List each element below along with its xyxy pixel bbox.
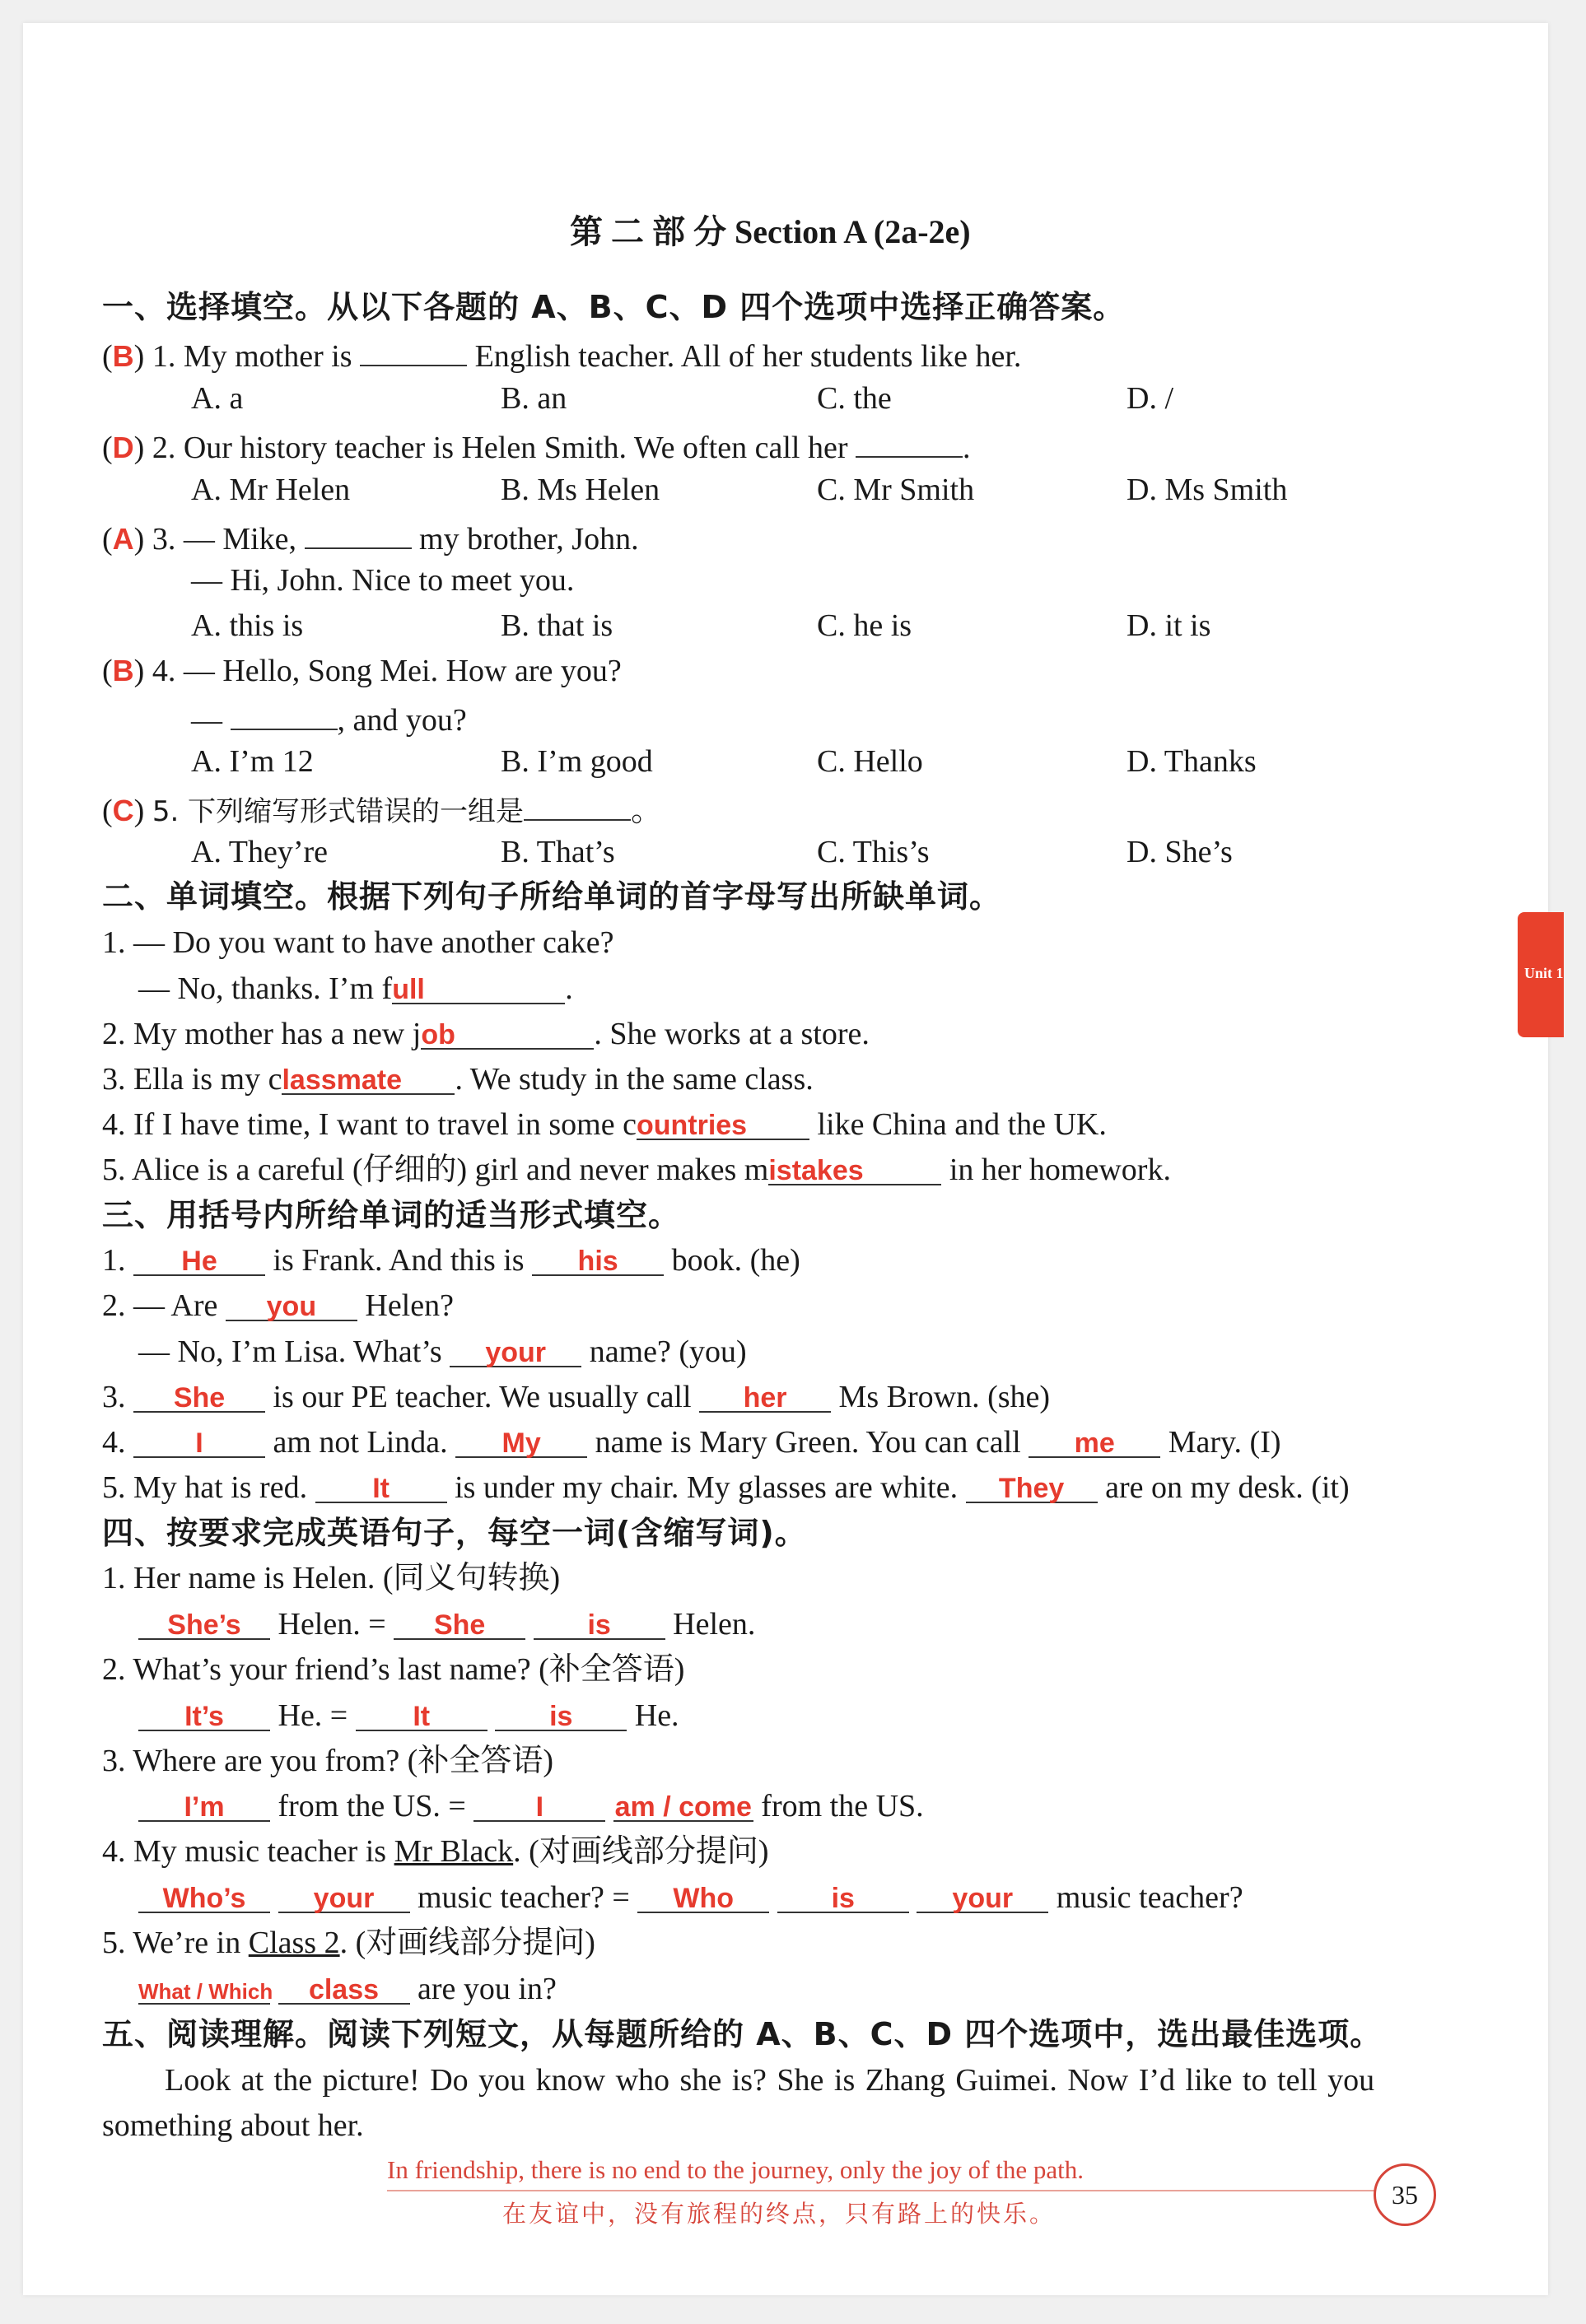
s2-q1-line2 [138,973,573,1004]
s4-q4-line [138,1882,1243,1913]
s1-q3-blank[interactable] [305,519,412,549]
s4-q4-blank1[interactable] [138,1884,270,1913]
s2-q2-post: . She works at a store. [594,1017,870,1051]
s3-q3-blank2[interactable] [699,1383,831,1413]
s3-q2-blank1[interactable] [226,1292,357,1321]
s1-q1-opt-a: A. a [191,381,244,416]
s3-q5-mid: is under my chair. My glasses are white. [455,1470,959,1505]
s4-q4-answer1: Who’s [162,1883,246,1914]
s4-q4-prompt [102,1836,768,1867]
s1-q2-opt-a: A. Mr Helen [191,473,351,507]
s2-q5-post: in her homework. [949,1153,1171,1187]
s4-q1-post: Helen. [673,1607,756,1642]
s2-q4-pre: 4. If I have time, I want to travel in some c [102,1107,637,1142]
s1-q5-opt-b: B. That’s [501,835,615,869]
s1-q2-line: (D) 2. Our history teacher is Helen Smith. We often call her . [102,428,970,463]
s2-q2-blank[interactable] [421,1020,594,1050]
s4-q5-post: are you in? [417,1972,557,2006]
s1-q2-opt-c: C. Mr Smith [817,473,975,507]
s4-q4-answer3: Who [673,1883,735,1914]
s3-q4-line [102,1427,1281,1458]
s3-q2-line1 [102,1290,454,1321]
s3-q1-post: book. (he) [671,1243,800,1278]
s3-q5-pre: 5. My hat is red. [102,1470,308,1505]
s1-q4-answer: B [112,654,134,687]
s1-q3-line: (A) 3. — Mike, my brother, John. [102,519,639,555]
s4-q1-answer3: is [587,1609,611,1641]
s1-q1-line: (B) 1. My mother is English teacher. All of her students like her. [102,337,1021,372]
s3-q3-blank1[interactable] [133,1383,265,1413]
s3-q3-answer1: She [173,1382,226,1413]
s1-q2-answer: D [112,431,134,464]
s2-q1-post: . [565,971,573,1006]
s3-q4-post: Mary. (I) [1168,1425,1281,1460]
s4-q5-prompt-pre: 5. We’re in [102,1926,249,1960]
s4-q3-mid: from the US. = [278,1789,466,1823]
s3-q4-mid: am not Linda. [273,1425,448,1460]
s1-q4-opt-a: A. I’m 12 [191,744,314,779]
section5-heading: 五、阅读理解。阅读下列短文，从每题所给的 A、B、C、D 四个选项中，选出最佳选项。 [102,2016,1383,2052]
s5-paragraph-line2: something about her. [102,2108,364,2143]
s3-q4-blank1[interactable] [133,1428,265,1458]
s3-q1-answer1: He [181,1246,217,1277]
s2-q5-line [102,1154,1171,1185]
s2-q4-answer: ountries [636,1110,748,1141]
s1-q1-answer: B [112,339,134,373]
section2-heading: 二、单词填空。根据下列句子所给单词的首字母写出所缺单词。 [102,878,1002,915]
s3-q2-post: Helen? [365,1288,454,1323]
s3-q1-line [102,1245,800,1276]
s3-q2-post2: name? (you) [589,1334,747,1369]
s3-q4-answer1: I [195,1427,203,1459]
s3-q4-blank3[interactable] [1029,1428,1160,1458]
s2-q1-pre: — No, thanks. I’m f [138,971,393,1006]
s4-q4-prompt-pre: 4. My music teacher is [102,1834,394,1869]
s3-q5-line [102,1472,1350,1503]
s1-q1-post: English teacher. All of her students like her. [474,339,1022,374]
s4-q3-answer3: am / come [614,1791,752,1823]
s1-q3-post: my brother, John. [419,522,639,557]
s1-q2-blank[interactable] [856,428,963,458]
s1-q4-opt-b: B. I’m good [501,744,653,779]
s3-q2-answer1: you [266,1291,317,1322]
s2-q5-pre: 5. Alice is a careful (仔细的) girl and never makes m [102,1153,769,1187]
s4-q4-blank2[interactable] [278,1884,410,1913]
s1-q4-line: (B) 4. — Hello, Song Mei. How are you? [102,654,622,688]
s4-q3-post: from the US. [761,1789,924,1823]
s1-q3-opt-c: C. he is [817,608,912,643]
s1-q5-opt-d: D. She’s [1127,835,1233,869]
s4-q4-answer5: your [952,1883,1014,1914]
s1-q3-pre: 3. — Mike, [152,522,297,557]
s1-q1-opt-d: D. / [1127,381,1173,416]
s3-q1-blank1[interactable] [133,1246,265,1276]
s4-q3-answer1: I’m [184,1791,225,1823]
s4-q5-prompt [102,1927,595,1958]
s3-q2-pre2: — No, I’m Lisa. What’s [138,1334,442,1369]
s3-q5-post: are on my desk. (it) [1105,1470,1350,1505]
s1-q3-line2: — Hi, John. Nice to meet you. [191,563,575,598]
s1-q1-opt-b: B. an [501,381,567,416]
s4-q3-blank2[interactable] [473,1792,605,1822]
s3-q4-mid2: name is Mary Green. You can call [595,1425,1021,1460]
s4-q1-answer2: She [433,1609,486,1641]
s4-q3-line [138,1791,924,1822]
s4-q2-line [138,1700,679,1731]
s4-q2-blank3[interactable] [495,1702,627,1731]
s1-q5-blank[interactable] [524,791,631,821]
s4-q5-prompt-underlined: Class 2 [248,1926,340,1960]
s4-q4-mid: music teacher? = [417,1880,630,1915]
s3-q4-answer2: My [501,1427,541,1459]
s4-q1-line [138,1609,755,1640]
s1-q1-pre: 1. My mother is [152,339,352,374]
footer-quote-cn: 在友谊中，没有旅程的终点，只有路上的快乐。 [502,2200,1057,2228]
s1-q5-post: 。 [631,794,663,828]
s4-q4-blank4[interactable] [777,1884,909,1913]
s2-q3-post: . We study in the same class. [455,1062,814,1097]
s4-q3-blank1[interactable] [138,1792,270,1822]
s3-q5-answer2: They [998,1473,1065,1504]
s4-q5-prompt-post: . (对画线部分提问) [339,1926,595,1960]
s3-q4-blank2[interactable] [455,1428,587,1458]
s4-q4-prompt-underlined: Mr Black [394,1834,514,1869]
s3-q2-blank2[interactable] [450,1338,581,1367]
s4-q2-mid: He. = [278,1698,348,1733]
s4-q4-blank3[interactable] [637,1884,769,1913]
s3-q5-blank2[interactable] [966,1474,1098,1503]
s1-q4-pre: — [191,703,222,738]
s1-q5-answer: C [112,794,134,827]
s1-q3-opt-a: A. this is [191,608,304,643]
s4-q5-answer2: class [308,1974,380,2005]
section4-heading: 四、按要求完成英语句子，每空一词(含缩写词)。 [102,1515,807,1551]
s2-q3-pre: 3. Ella is my c [102,1062,282,1097]
s3-q1-answer2: his [577,1246,618,1277]
s1-q4-line1: 4. — Hello, Song Mei. How are you? [152,654,622,688]
s4-q1-answer1: She’s [167,1609,241,1641]
page-number: 35 [1374,2163,1436,2226]
s4-q4-post: music teacher? [1056,1880,1243,1915]
s4-q1-mid: Helen. = [278,1607,386,1642]
s4-q1-blank3[interactable] [534,1610,665,1640]
s1-q1-blank[interactable] [360,337,467,366]
s4-q3-prompt: 3. Where are you from? (补全答语) [102,1744,553,1778]
s2-q1-blank[interactable] [392,975,565,1004]
s2-q2-answer: ob [421,1019,455,1050]
s4-q1-blank1[interactable] [138,1610,270,1640]
s1-q3-opt-d: D. it is [1127,608,1211,643]
s4-q2-answer1: It’s [184,1701,224,1732]
s1-q3-opt-b: B. that is [501,608,613,643]
s4-q3-blank3[interactable] [613,1792,753,1822]
s3-q2-answer2: your [485,1337,547,1368]
s3-q3-answer2: her [743,1382,787,1413]
s2-q3-blank[interactable] [282,1065,455,1095]
s4-q2-prompt: 2. What’s your friend’s last name? (补全答语) [102,1652,685,1687]
section3-heading: 三、用括号内所给单词的适当形式填空。 [102,1197,681,1233]
s3-q1-num: 1. [102,1243,126,1278]
s3-q2-pre: 2. — Are [102,1288,218,1323]
s3-q3-post: Ms Brown. (she) [838,1380,1051,1414]
s4-q4-answer4: is [831,1883,855,1914]
s2-q4-post: like China and the UK. [817,1107,1107,1142]
s4-q2-answer3: is [549,1701,573,1732]
s4-q2-post: He. [634,1698,679,1733]
s1-q5-opt-a: A. They’re [191,835,329,869]
s2-q2-line [102,1018,870,1050]
s4-q5-blank2[interactable] [278,1975,410,2005]
s3-q3-line [102,1381,1050,1413]
s3-q4-answer3: me [1074,1427,1115,1459]
s1-q2-pre: 2. Our history teacher is Helen Smith. We often call her [152,431,848,465]
s3-q1-mid: is Frank. And this is [273,1243,525,1278]
s1-q2-opt-d: D. Ms Smith [1127,473,1288,507]
unit-side-tab [1518,912,1564,1037]
s4-q3-answer2: I [535,1791,544,1823]
s2-q3-answer: lassmate [282,1064,403,1096]
s1-q2-post: . [962,431,971,465]
s1-q1-opt-c: C. the [817,381,892,416]
page-title: 第 二 部 分 Section A (2a-2e) [570,213,971,250]
s2-q4-blank[interactable] [637,1111,809,1140]
s1-q3-answer: A [112,522,134,556]
s2-q5-blank[interactable] [768,1156,941,1185]
s1-q5-pre: 5. 下列缩写形式错误的一组是 [152,795,525,828]
s1-q2-opt-b: B. Ms Helen [501,473,660,507]
footer-divider [387,2190,1375,2191]
s2-q2-pre: 2. My mother has a new j [102,1017,422,1051]
s5-paragraph-line1: Look at the picture! Do you know who she is? She is Zhang Guimei. Now I’d like to tell you [165,2063,1375,2098]
s1-q4-opt-c: C. Hello [817,744,923,779]
s2-q1-answer: ull [392,974,425,1005]
s4-q5-answer1: What / Which [138,1979,273,2004]
s2-q5-answer: istakes [768,1155,864,1186]
s4-q1-blank2[interactable] [394,1610,525,1640]
s1-q4-line2 [191,701,467,736]
s3-q3-mid: is our PE teacher. We usually call [273,1380,692,1414]
s3-q4-num: 4. [102,1425,126,1460]
s1-q5-line: (C) 5. 下列缩写形式错误的一组是 。 [102,791,662,827]
s4-q4-answer2: your [313,1883,375,1914]
s4-q2-blank2[interactable] [356,1702,487,1731]
s2-q4-line [102,1109,1107,1140]
s4-q1-prompt: 1. Her name is Helen. (同义句转换) [102,1561,561,1595]
s1-q5-opt-c: C. This’s [817,835,930,869]
s3-q1-blank2[interactable] [532,1246,664,1276]
s1-q4-post: , and you? [337,703,467,738]
s3-q5-answer1: It [372,1473,390,1504]
s4-q4-prompt-post: . (对画线部分提问) [513,1834,769,1869]
s4-q4-blank5[interactable] [917,1884,1048,1913]
s4-q5-line [138,1973,557,2005]
s3-q2-line2 [138,1336,747,1367]
s4-q5-blank1[interactable] [138,1975,273,2005]
s2-q1-line1: 1. — Do you want to have another cake? [102,925,614,960]
footer-quote-en: In friendship, there is no end to the journey, only the joy of the path. [387,2155,1084,2184]
unit-side-tab-label: Unit 1 [1524,965,1564,981]
s1-q4-opt-d: D. Thanks [1127,744,1257,779]
section1-heading: 一、选择填空。从以下各题的 A、B、C、D 四个选项中选择正确答案。 [102,289,1126,325]
s4-q2-answer2: It [413,1701,431,1732]
s1-q4-blank[interactable] [231,701,338,730]
s2-q3-line [102,1064,814,1095]
s3-q3-num: 3. [102,1380,126,1414]
s4-q2-blank1[interactable] [138,1702,270,1731]
s3-q5-blank1[interactable] [315,1474,447,1503]
